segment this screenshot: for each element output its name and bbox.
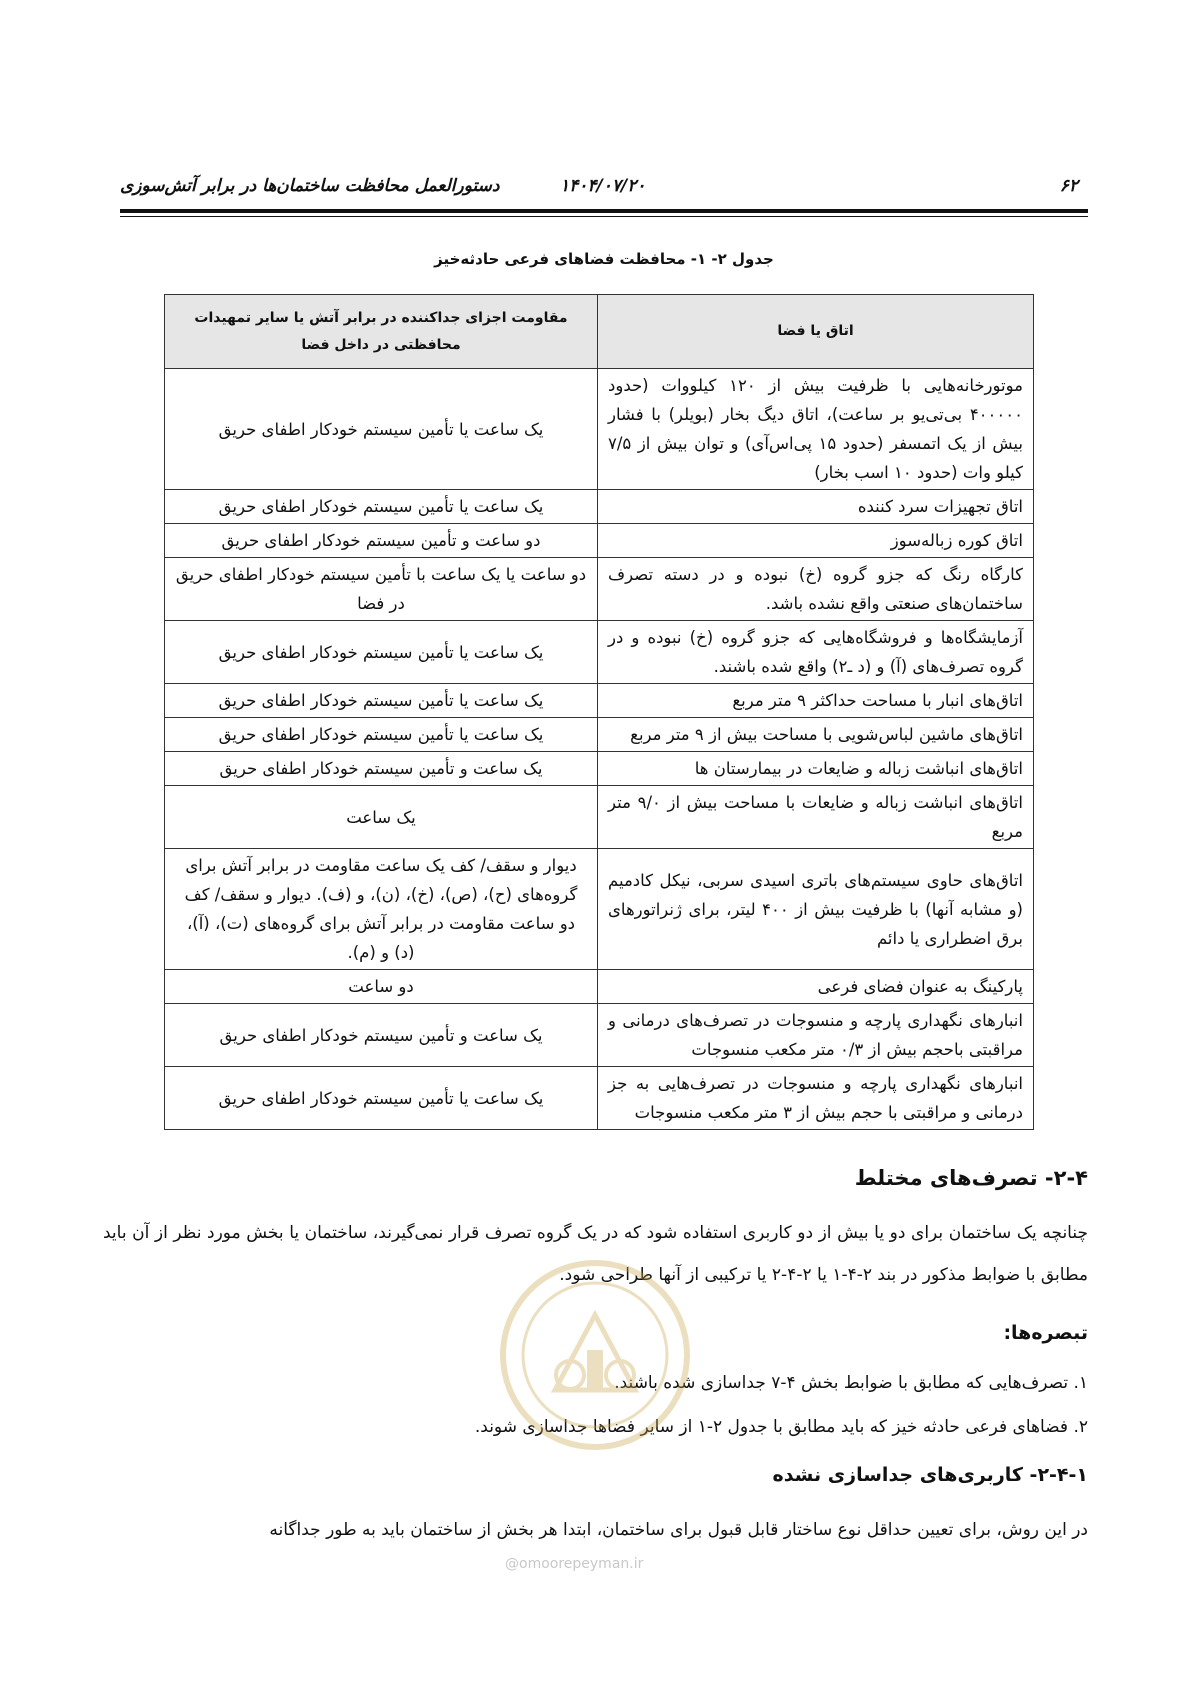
header-rule-thin [120,216,1088,217]
protection-cell: دو ساعت یا یک ساعت با تأمین سیستم خودکار اطفای حریق در فضا [165,558,598,621]
table-row [165,718,1034,752]
notes-title: تبصره‌ها: [1003,1322,1088,1344]
note-item: ۲. فضاهای فرعی حادثه خیز که باید مطابق با جدول ۲-۱ از سایر فضاها جداسازی شوند. [474,1417,1088,1437]
table-row [165,752,1034,786]
subsection-paragraph: در این روش، برای تعیین حداقل نوع ساختار قابل قبول برای ساختمان، ابتدا هر بخش از ساختمان باید به طور جداگانه [269,1520,1088,1540]
room-cell: موتورخانه‌هایی با ظرفیت بیش از ۱۲۰ کیلووات (حدود ۴۰۰۰۰۰ بی‌تی‌یو بر ساعت)، اتاق دیگ بخار (بویلر) با فشار بیش از یک اتمسفر (حدود ۱۵ پی‌اس‌آی) و توان بیش از ۷/۵ کیلو وات (حدود ۱۰ اسب بخار) [598,369,1034,490]
table-row [165,524,1034,558]
section-paragraph: چنانچه یک ساختمان برای دو یا بیش از دو کاربری استفاده شود که در یک گروه تصرف قرار نمی‌گیرند، ساختمان یا بخش مورد نظر از آن باید مطابق با ضوابط مذکور در بند ۲-۴-۱ یا ۲-۴-۲ یا ترکیبی از آنها طراحی شود. [103,1223,1088,1285]
seal-watermark [495,1255,695,1455]
header-title: دستورالعمل محافظت ساختمان‌ها در برابر آتش‌سوزی [120,176,500,196]
header-rule-thick [120,209,1088,213]
table-header-row [165,295,1034,369]
room-cell: اتاق‌های انبار با مساحت حداکثر ۹ متر مربع [598,684,1034,718]
protection-cell: یک ساعت یا تأمین سیستم خودکار اطفای حریق [165,718,598,752]
table-row [165,369,1034,490]
protection-cell: یک ساعت یا تأمین سیستم خودکار اطفای حریق [165,490,598,524]
table-row [165,490,1034,524]
room-cell: اتاق تجهیزات سرد کننده [598,490,1034,524]
room-cell: اتاق‌های حاوی سیستم‌های باتری اسیدی سربی، نیکل کادمیم (و مشابه آنها) با ظرفیت بیش از ۴۰۰ لیتر، برای ژنراتورهای برق اضطراری یا دائم [598,849,1034,970]
section-heading: ۲-۴- تصرف‌های مختلط [854,1166,1088,1190]
protection-cell: دیوار و سقف/ کف یک ساعت مقاومت در برابر آتش برای گروه‌های (ح)، (ص)، (خ)، (ن)، و (ف). دیوار و سقف/ کف دو ساعت مقاومت در برابر آتش برای گروه‌های (ت)، (آ)، (د) و (م). [165,849,598,970]
column-header-room: اتاق یا فضا [598,295,1034,369]
header-date: ۱۴۰۴/۰۷/۲۰ [560,176,646,196]
running-header [120,176,1088,202]
table-row [165,786,1034,849]
room-cell: اتاق‌های انباشت زباله و ضایعات با مساحت بیش از ۹/۰ متر مربع [598,786,1034,849]
room-cell: کارگاه رنگ که جزو گروه (خ) نبوده و در دسته تصرف ساختمان‌های صنعتی واقع نشده باشد. [598,558,1034,621]
table-row [165,621,1034,684]
protection-cell: یک ساعت و تأمین سیستم خودکار اطفای حریق [165,752,598,786]
room-cell: اتاق کوره زباله‌سوز [598,524,1034,558]
table-row [165,970,1034,1004]
table-row [165,1004,1034,1067]
protection-cell: یک ساعت [165,786,598,849]
room-cell: پارکینگ به عنوان فضای فرعی [598,970,1034,1004]
room-cell: اتاق‌های ماشین لباس‌شویی با مساحت بیش از ۹ متر مربع [598,718,1034,752]
watermark-text: @omoorepeyman.ir [505,1556,644,1572]
subsection-heading: ۲-۴-۱- کاربری‌های جداسازی نشده [772,1464,1088,1486]
table-row [165,684,1034,718]
table-row [165,1067,1034,1130]
protection-cell: دو ساعت و تأمین سیستم خودکار اطفای حریق [165,524,598,558]
room-cell: انبارهای نگهداری پارچه و منسوجات در تصرف‌های درمانی و مراقبتی باحجم بیش از ۰/۳ متر مکعب منسوجات [598,1004,1034,1067]
protection-cell: یک ساعت یا تأمین سیستم خودکار اطفای حریق [165,684,598,718]
room-cell: اتاق‌های انباشت زباله و ضایعات در بیمارستان ها [598,752,1034,786]
column-header-protection: مقاومت اجزای جداکننده در برابر آتش یا سایر تمهیدات محافظتی در داخل فضا [165,295,598,369]
protection-cell: دو ساعت [165,970,598,1004]
note-item: ۱. تصرف‌هایی که مطابق با ضوابط بخش ۴-۷ جداسازی شده باشند. [614,1373,1088,1393]
protection-table [164,294,1034,1130]
table-caption: جدول ۲- ۱- محافظت فضاهای فرعی حادثه‌خیز [434,250,774,268]
room-cell: انبارهای نگهداری پارچه و منسوجات در تصرف‌هایی به جز درمانی و مراقبتی با حجم بیش از ۳ متر مکعب منسوجات [598,1067,1034,1130]
protection-cell: یک ساعت و تأمین سیستم خودکار اطفای حریق [165,1004,598,1067]
protection-cell: یک ساعت یا تأمین سیستم خودکار اطفای حریق [165,1067,598,1130]
table-row [165,558,1034,621]
protection-cell: یک ساعت یا تأمین سیستم خودکار اطفای حریق [165,369,598,490]
protection-cell: یک ساعت یا تأمین سیستم خودکار اطفای حریق [165,621,598,684]
page-number: ۶۲ [1059,176,1078,196]
table-row [165,849,1034,970]
room-cell: آزمایشگاه‌ها و فروشگاه‌هایی که جزو گروه (خ) نبوده و در گروه تصرف‌های (آ) و (د ـ۲) واقع شده باشند. [598,621,1034,684]
